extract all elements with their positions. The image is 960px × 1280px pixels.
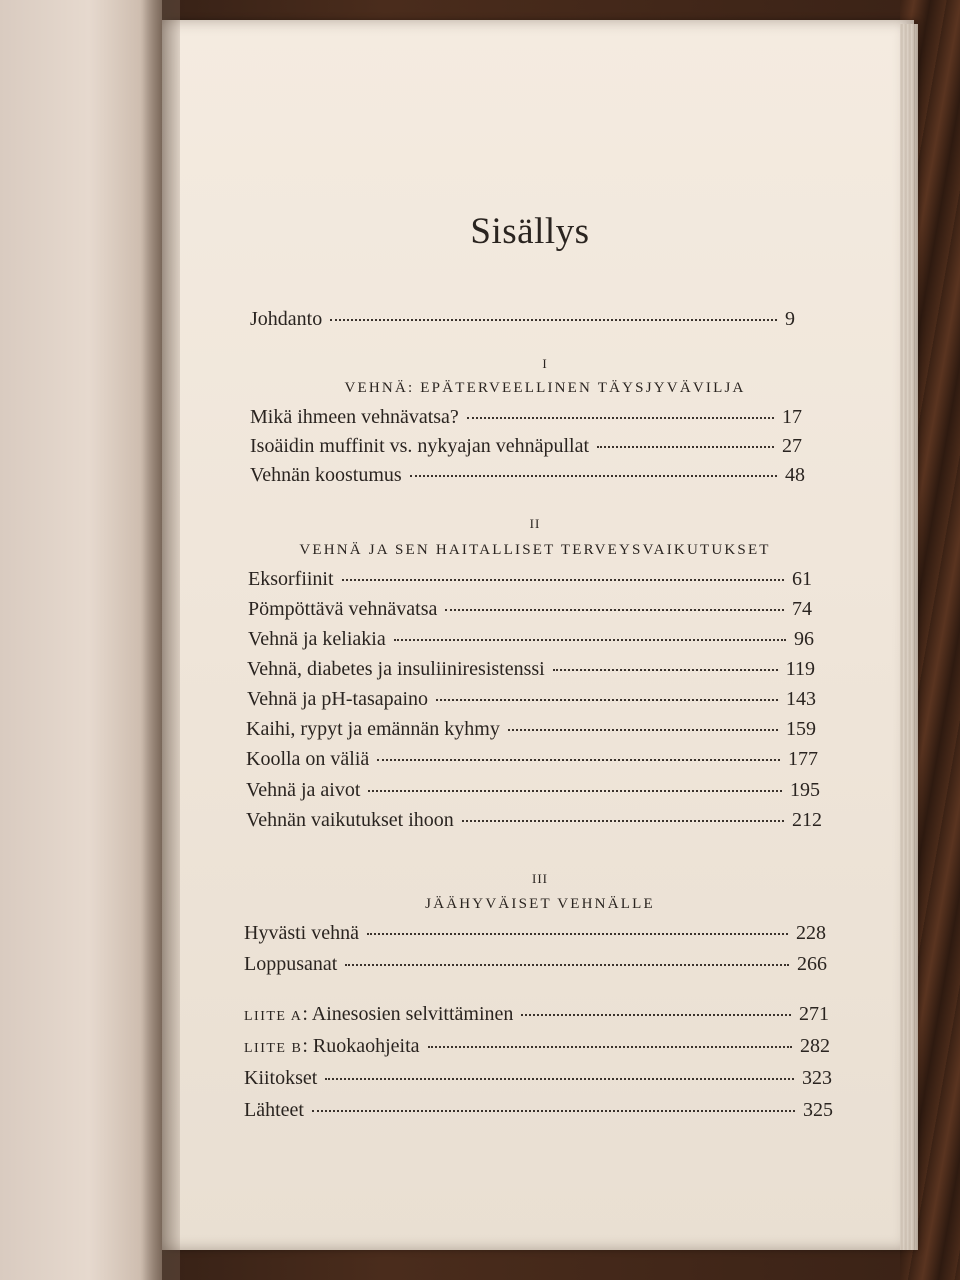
toc-entry-page: 48 xyxy=(785,464,805,486)
toc-entry-page: 119 xyxy=(785,658,815,680)
toc-entry-label: Isoäidin muffinit vs. nykyajan vehnäpullat xyxy=(250,435,590,457)
dot-leader xyxy=(436,699,778,701)
toc-entry xyxy=(250,464,805,492)
dot-leader xyxy=(330,319,777,321)
toc-entry-label: Vehnä, diabetes ja insuliiniresistenssi xyxy=(247,658,545,680)
appendix-title: : Ruokaohjeita xyxy=(302,1035,420,1057)
toc-entry-intro xyxy=(250,308,795,336)
toc-entry-label: Koolla on väliä xyxy=(246,748,370,770)
dot-leader xyxy=(394,639,786,641)
appendix-title: : Ainesosien selvittäminen xyxy=(302,1003,514,1025)
toc-entry xyxy=(246,718,816,746)
toc-entry-label: Vehnä ja aivot xyxy=(246,779,361,801)
appendix-prefix: LIITE A xyxy=(244,1009,303,1024)
toc-entry-label xyxy=(244,1035,420,1058)
toc-entry-label: Vehnän koostumus xyxy=(250,464,402,486)
dot-leader xyxy=(345,964,789,966)
toc-entry-label: Johdanto xyxy=(250,308,323,330)
toc-entry-page: 177 xyxy=(788,748,818,770)
toc-entry-page: 143 xyxy=(786,688,816,710)
toc-entry-label: Vehnä ja pH-tasapaino xyxy=(247,688,429,710)
toc-entry-label: Loppusanat xyxy=(244,953,338,975)
toc-entry-label: Vehnä ja keliakia xyxy=(248,628,386,650)
dot-leader xyxy=(342,579,784,581)
toc-entry-page: 74 xyxy=(792,598,812,620)
toc-entry xyxy=(248,628,814,656)
toc-entry-label: Eksorfiinit xyxy=(248,568,334,590)
toc-entry xyxy=(244,1099,833,1127)
toc-entry xyxy=(248,598,812,626)
book-gutter xyxy=(140,0,180,1280)
dot-leader xyxy=(325,1078,794,1080)
toc-entry-page: 323 xyxy=(802,1067,832,1089)
toc-entry-label: Pömpöttävä vehnävatsa xyxy=(248,598,438,620)
dot-leader xyxy=(553,669,778,671)
part-numeral: III xyxy=(532,871,548,886)
dot-leader xyxy=(521,1014,791,1016)
toc-entry-page: 266 xyxy=(797,953,827,975)
toc-entry-page: 9 xyxy=(785,308,795,330)
toc-entry xyxy=(247,658,815,686)
toc-entry-label: Vehnän vaikutukset ihoon xyxy=(246,809,454,831)
part-title: JÄÄHYVÄISET VEHNÄLLE xyxy=(425,896,655,912)
dot-leader xyxy=(428,1046,792,1048)
toc-entry xyxy=(246,748,818,776)
part-numeral: I xyxy=(542,356,548,371)
toc-entry xyxy=(244,953,827,981)
dot-leader xyxy=(462,820,784,822)
toc-entry-label: Lähteet xyxy=(244,1099,304,1121)
toc-entry-label: Kiitokset xyxy=(244,1067,318,1089)
dot-leader xyxy=(445,609,784,611)
toc-entry-page: 325 xyxy=(803,1099,833,1121)
dot-leader xyxy=(368,790,782,792)
toc-entry xyxy=(247,688,816,716)
toc-entry-page: 17 xyxy=(782,406,802,428)
dot-leader xyxy=(377,759,780,761)
left-page xyxy=(0,0,162,1280)
toc-entry xyxy=(248,568,812,596)
toc-entry xyxy=(250,435,802,463)
toc-entry xyxy=(244,922,826,950)
appendix-prefix: LIITE B xyxy=(244,1041,303,1056)
toc-entry-page: 195 xyxy=(790,779,820,801)
toc-title: Sisällys xyxy=(470,211,590,252)
toc-entry-page: 271 xyxy=(799,1003,829,1025)
toc-entry xyxy=(246,809,822,837)
toc-entry-label: Hyvästi vehnä xyxy=(244,922,359,944)
dot-leader xyxy=(367,933,788,935)
toc-entry xyxy=(246,779,820,807)
page-edges xyxy=(900,24,918,1250)
toc-entry-label xyxy=(244,1003,513,1026)
toc-entry-page: 61 xyxy=(792,568,812,590)
part-numeral: II xyxy=(529,516,541,531)
toc-entry-label: Mikä ihmeen vehnävatsa? xyxy=(250,406,459,428)
dot-leader xyxy=(508,729,778,731)
dot-leader xyxy=(312,1110,795,1112)
part-title: VEHNÄ JA SEN HAITALLISET TERVEYSVAIKUTUKSET xyxy=(299,542,771,558)
toc-entry-appendix xyxy=(244,1035,830,1063)
dot-leader xyxy=(410,475,777,477)
toc-entry xyxy=(250,406,802,434)
toc-entry-label: Kaihi, rypyt ja emännän kyhmy xyxy=(246,718,500,740)
toc-entry-appendix xyxy=(244,1003,829,1031)
toc-entry xyxy=(244,1067,832,1095)
toc-entry-page: 159 xyxy=(786,718,816,740)
part-title: VEHNÄ: EPÄTERVEELLINEN TÄYSJYVÄVILJA xyxy=(344,380,746,396)
toc-entry-page: 212 xyxy=(792,809,822,831)
dot-leader xyxy=(597,446,774,448)
toc-entry-page: 27 xyxy=(782,435,802,457)
toc-entry-page: 228 xyxy=(796,922,826,944)
dot-leader xyxy=(467,417,774,419)
toc-entry-page: 282 xyxy=(800,1035,830,1057)
toc-entry-page: 96 xyxy=(794,628,814,650)
